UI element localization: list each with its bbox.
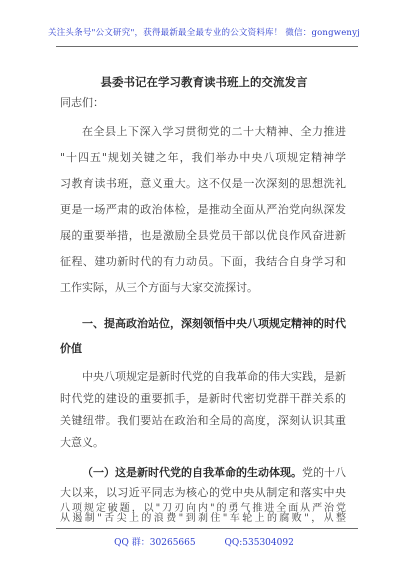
intro-line: 更是一场严肃的政治体检，是推动全面从严治党向纵深发 [60, 203, 346, 216]
intro-line: 工作实际，从三个方面与大家交流探讨。 [60, 281, 258, 294]
subsection-text: 党的十八 [302, 466, 346, 479]
footer-qq-group: QQ 群：30265665 [114, 538, 196, 548]
intro-line: "十四五"规划关键之年，我们举办中央八项规定精神学 [60, 151, 346, 164]
section-heading: 一、提高政治站位，深刻领悟中央八项规定精神的时代 [82, 317, 346, 330]
document-title: 县委书记在学习教育读书班上的交流发言 [100, 75, 308, 89]
section-paragraph-line: 大意义。 [60, 436, 104, 449]
header-divider [56, 46, 358, 47]
intro-line: 展的重要举措，也是激励全县党员干部以优良作风奋进新 [60, 229, 346, 242]
section-heading: 价值 [60, 342, 82, 355]
intro-line: 征程、建功新时代的有力动员。下面，我结合自身学习和 [60, 255, 346, 268]
subsection-line: 从遏制"舌尖上的浪费"到刹住"车轮上的腐败"，从整 [60, 513, 346, 524]
salutation: 同志们： [60, 96, 104, 109]
section-paragraph-line: 中央八项规定是新时代党的自我革命的伟大实践，是新 [82, 370, 346, 383]
subsection-heading: （一）这是新时代党的自我革命的生动体现。 [82, 466, 302, 479]
footer [0, 535, 408, 548]
section-paragraph-line: 关键纽带。我们要站在政治和全局的高度，深刻认识其重 [60, 414, 346, 427]
subsection-heading-line [82, 466, 346, 480]
subsection-line: 八项规定破题，以"刀刃向内"的勇气推进全面从严治党 [60, 503, 346, 514]
header-banner: 关注头条号"公文研究"，获得最新最全最专业的公文资料库！ 微信：gongwenyj [48, 28, 360, 38]
subsection-line: 大以来，以习近平同志为核心的党中央从制定和落实中央 [60, 486, 346, 499]
intro-line: 习教育读书班，意义重大。这不仅是一次深刻的思想洗礼 [60, 177, 346, 190]
section-paragraph-line: 时代党的建设的重要抓手，是新时代密切党群干群关系的 [60, 392, 346, 405]
footer-qq: QQ:535304092 [224, 538, 294, 548]
footer-divider [56, 528, 358, 529]
intro-line: 在全县上下深入学习贯彻党的二十大精神、全力推进 [82, 125, 346, 138]
